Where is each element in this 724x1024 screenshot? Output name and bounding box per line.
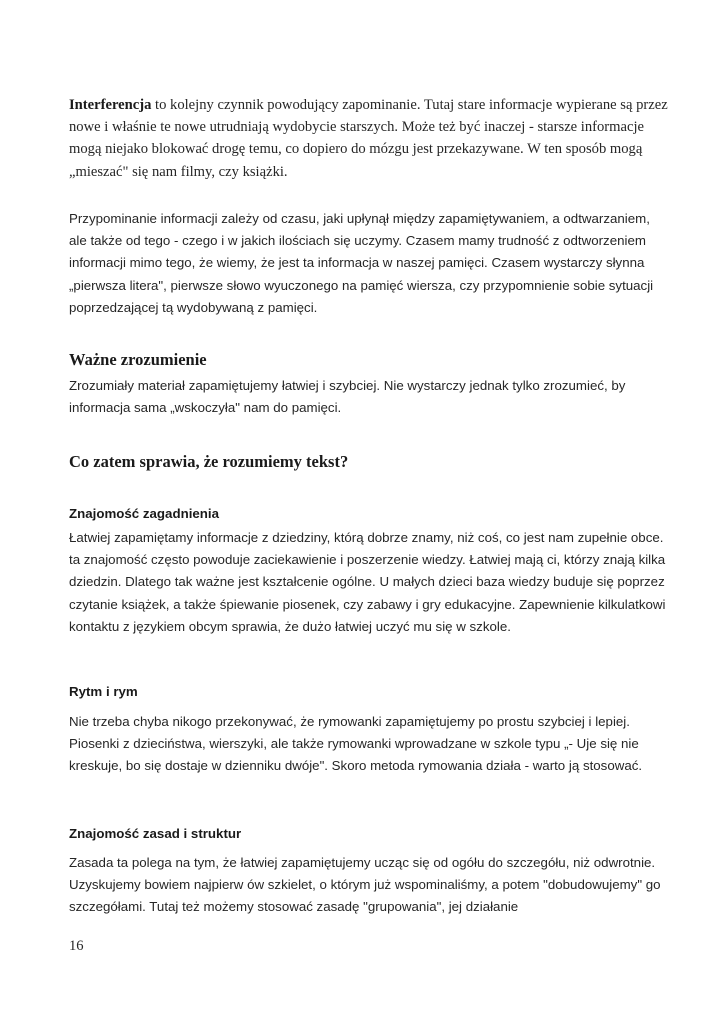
paragraph-znajomosc-zagadnienia: Łatwiej zapamiętamy informacje z dziedziny, którą dobrze znamy, niż coś, co jest nam zupełnie obce. ta znajomość często powoduje zaciekawienie i poszerzenie wiedzy. Łatwiej mają ci, którzy znają kilka dziedzin. Dlatego tak ważne jest kształcenie ogólne. U małych dzieci baza wiedzy buduje się poprzez czytanie książek, a także śpiewanie piosenek, czy zabawy i gry edukacyjne. Zapewnienie kilkulatkowi kontaktu z językiem obcym sprawia, że dużo łatwiej uczyć mu się w szkole. [69, 530, 666, 634]
paragraph-interferencja [69, 94, 669, 183]
heading-znajomosc-zagadnienia: Znajomość zagadnienia [69, 506, 219, 521]
paragraph-znajomosc-zasad: Zasada ta polega na tym, że łatwiej zapamiętujemy ucząc się od ogółu do szczegółu, niż odwrotnie. Uzyskujemy bowiem najpierw ów szkielet, o którym już wspominaliśmy, a potem "dobudowujemy" go szczegółami. Tutaj też możemy stosować zasadę "grupowania", jej działanie [69, 855, 661, 915]
heading-rytm-i-rym: Rytm i rym [69, 684, 138, 699]
heading-znajomosc-zasad: Znajomość zasad i struktur [69, 826, 242, 841]
heading-wazne-zrozumienie: Ważne zrozumienie [69, 350, 207, 369]
term-interferencja: Interferencja [69, 97, 152, 113]
paragraph-rytm-i-rym: Nie trzeba chyba nikogo przekonywać, że rymowanki zapamiętujemy po prostu szybciej i lepiej. Piosenki z dzieciństwa, wierszyki, ale także rymowanki wprowadzane w szkole typu „- Uje się nie kreskuje, bo się dostaje w dzienniku dwóje". Skoro metoda rymowania działa - warto ją stosować. [69, 714, 643, 774]
paragraph-interferencja-text: to kolejny czynnik powodujący zapominanie. Tutaj stare informacje wypierane są przez nowe i właśnie te nowe utrudniają wydobycie starszych. Może też być inaczej - starsze informacje mogą niejako blokować drogę temu, co dopiero do mózgu jest przekazywane. W ten sposób mogą „mieszać" się nam filmy, czy książki. [69, 97, 668, 180]
paragraph-zrozumialy-material: Zrozumiały materiał zapamiętujemy łatwiej i szybciej. Nie wystarczy jednak tylko zrozumieć, by informacja sama „wskoczyła" nam do pamięci. [69, 378, 626, 416]
page-number: 16 [69, 938, 84, 954]
paragraph-przypominanie: Przypominanie informacji zależy od czasu, jaki upłynął między zapamiętywaniem, a odtwarzaniem, ale także od tego - czego i w jakich ilościach się uczymy. Czasem mamy trudność z odtworzeniem informacji mimo tego, że wiemy, że jest ta informacja w naszej pamięci. Czasem wystarczy słynna „pierwsza litera", pierwsze słowo wyuczonego na pamięć wiersza, czy przypomnienie sobie sytuacji poprzedzającej tą wydobywaną z pamięci. [69, 211, 654, 315]
heading-co-zatem: Co zatem sprawia, że rozumiemy tekst? [69, 452, 349, 471]
